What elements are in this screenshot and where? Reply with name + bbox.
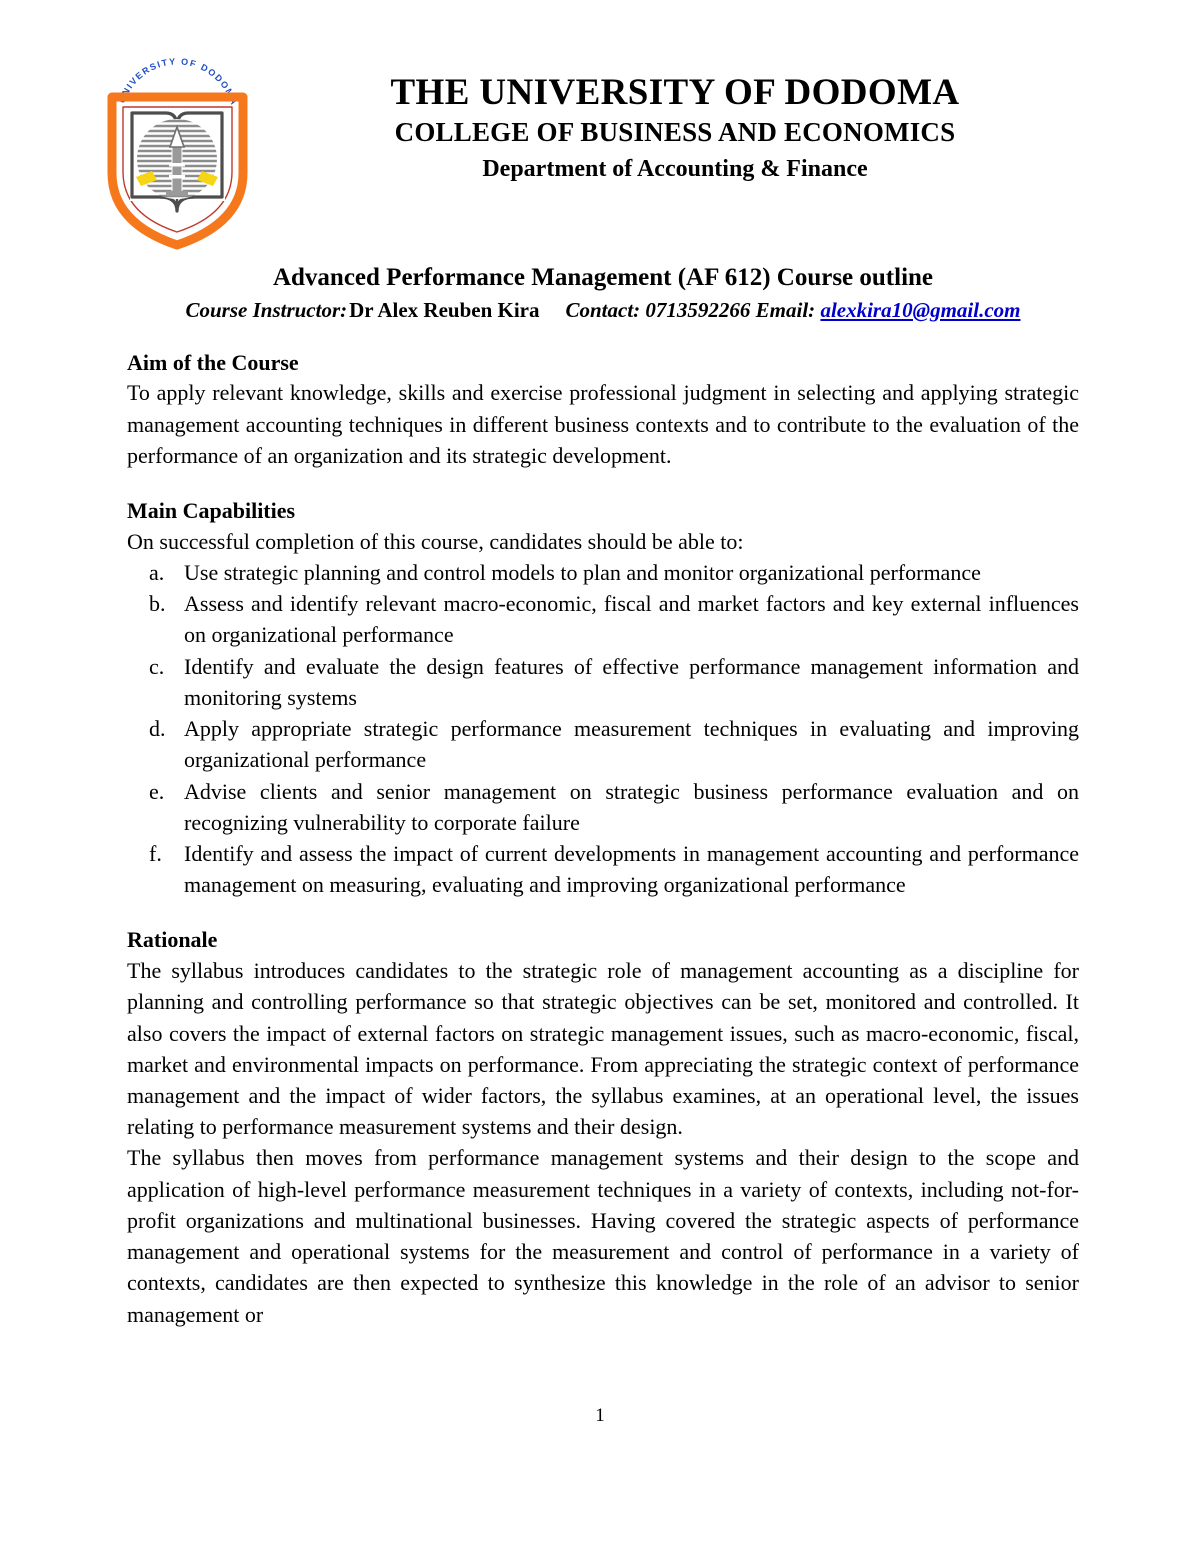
list-item-text: Use strategic planning and control models to plan and monitor organizational performance [184,559,981,585]
list-item [127,713,1079,775]
list-item-text: Identify and assess the impact of current developments in management accounting and performance management on measuring, evaluating and improving organizational performance [184,840,1079,898]
document-header [0,55,1200,255]
instructor-label: Course Instructor: [185,297,348,322]
list-item [127,776,1079,838]
list-marker: c. [149,653,165,679]
email-label: Email: [755,297,816,322]
contact-number: 0713592266 [645,297,751,322]
list-item-text: Identify and evaluate the design features of effective performance management information and monitoring systems [184,653,1079,710]
list-item [127,557,1079,588]
list-item [127,651,1079,713]
list-marker: f. [149,840,162,866]
aim-paragraph: To apply relevant knowledge, skills and exercise professional judgment in selecting and applying strategic management accounting techniques in different business contexts and to contribute to the evaluation of the performance of an organization and its strategic development. [127,380,1079,468]
rationale-paragraph-2: The syllabus then moves from performance management systems and their design to the scope and application of high-level performance measurement techniques in a variety of contexts, including not-for-profit organizations and multinational businesses. Having covered the strategic aspects of performance management and operational systems for the measurement and control of performance in a variety of contexts, candidates are then expected to synthesize this knowledge in the role of an advisor to senior management or [127,1145,1079,1327]
list-marker: d. [149,716,166,742]
document-body [127,262,1079,1330]
list-item [127,588,1079,650]
section-heading-aim: Aim of the Course [127,349,299,375]
list-marker: a. [149,559,165,585]
list-item [127,838,1079,900]
page-footer [0,1405,1200,1428]
university-name: THE UNIVERSITY OF DODOMA [390,72,960,113]
section-heading-capabilities: Main Capabilities [127,498,296,524]
crest-icon [100,55,255,250]
instructor-name: Dr Alex Reuben Kira [349,297,540,322]
department-name: Department of Accounting & Finance [482,155,868,182]
header-titles [260,73,1090,184]
college-name: COLLEGE OF BUSINESS AND ECONOMICS [394,117,956,148]
contact-label: Contact: [565,297,641,322]
instructor-line [127,297,1079,323]
instructor-email-link[interactable]: alexkira10@gmail.com [820,297,1021,322]
course-title: Advanced Performance Management (AF 612) Course outline [272,264,934,291]
capabilities-list [127,557,1079,901]
svg-text:UNIVERSITY OF DODOMA: UNIVERSITY OF DODOMA [116,56,240,108]
list-marker: b. [149,591,166,617]
university-logo [100,55,255,250]
capabilities-intro: On successful completion of this course, candidates should be able to: [127,528,744,554]
page-number: 1 [595,1405,605,1426]
list-item-text: Assess and identify relevant macro-economic, fiscal and market factors and key external influences on organizational performance [184,591,1079,648]
list-marker: e. [149,778,165,804]
list-item-text: Apply appropriate strategic performance measurement techniques in evaluating and improving organizational performance [184,716,1079,773]
rationale-paragraph-1: The syllabus introduces candidates to the strategic role of management accounting as a discipline for planning and controlling performance so that strategic objectives can be set, monitored and controlled. It also covers the impact of external factors on strategic management issues, such as macro-economic, fiscal, market and environmental impacts on performance. From appreciating the strategic context of performance management and the impact of wider factors, the syllabus examines, at an operational level, the issues relating to performance measurement systems and their design. [127,958,1079,1140]
section-heading-rationale: Rationale [127,927,218,953]
list-item-text: Advise clients and senior management on strategic business performance evaluation and on recognizing vulnerability to corporate failure [184,778,1079,835]
